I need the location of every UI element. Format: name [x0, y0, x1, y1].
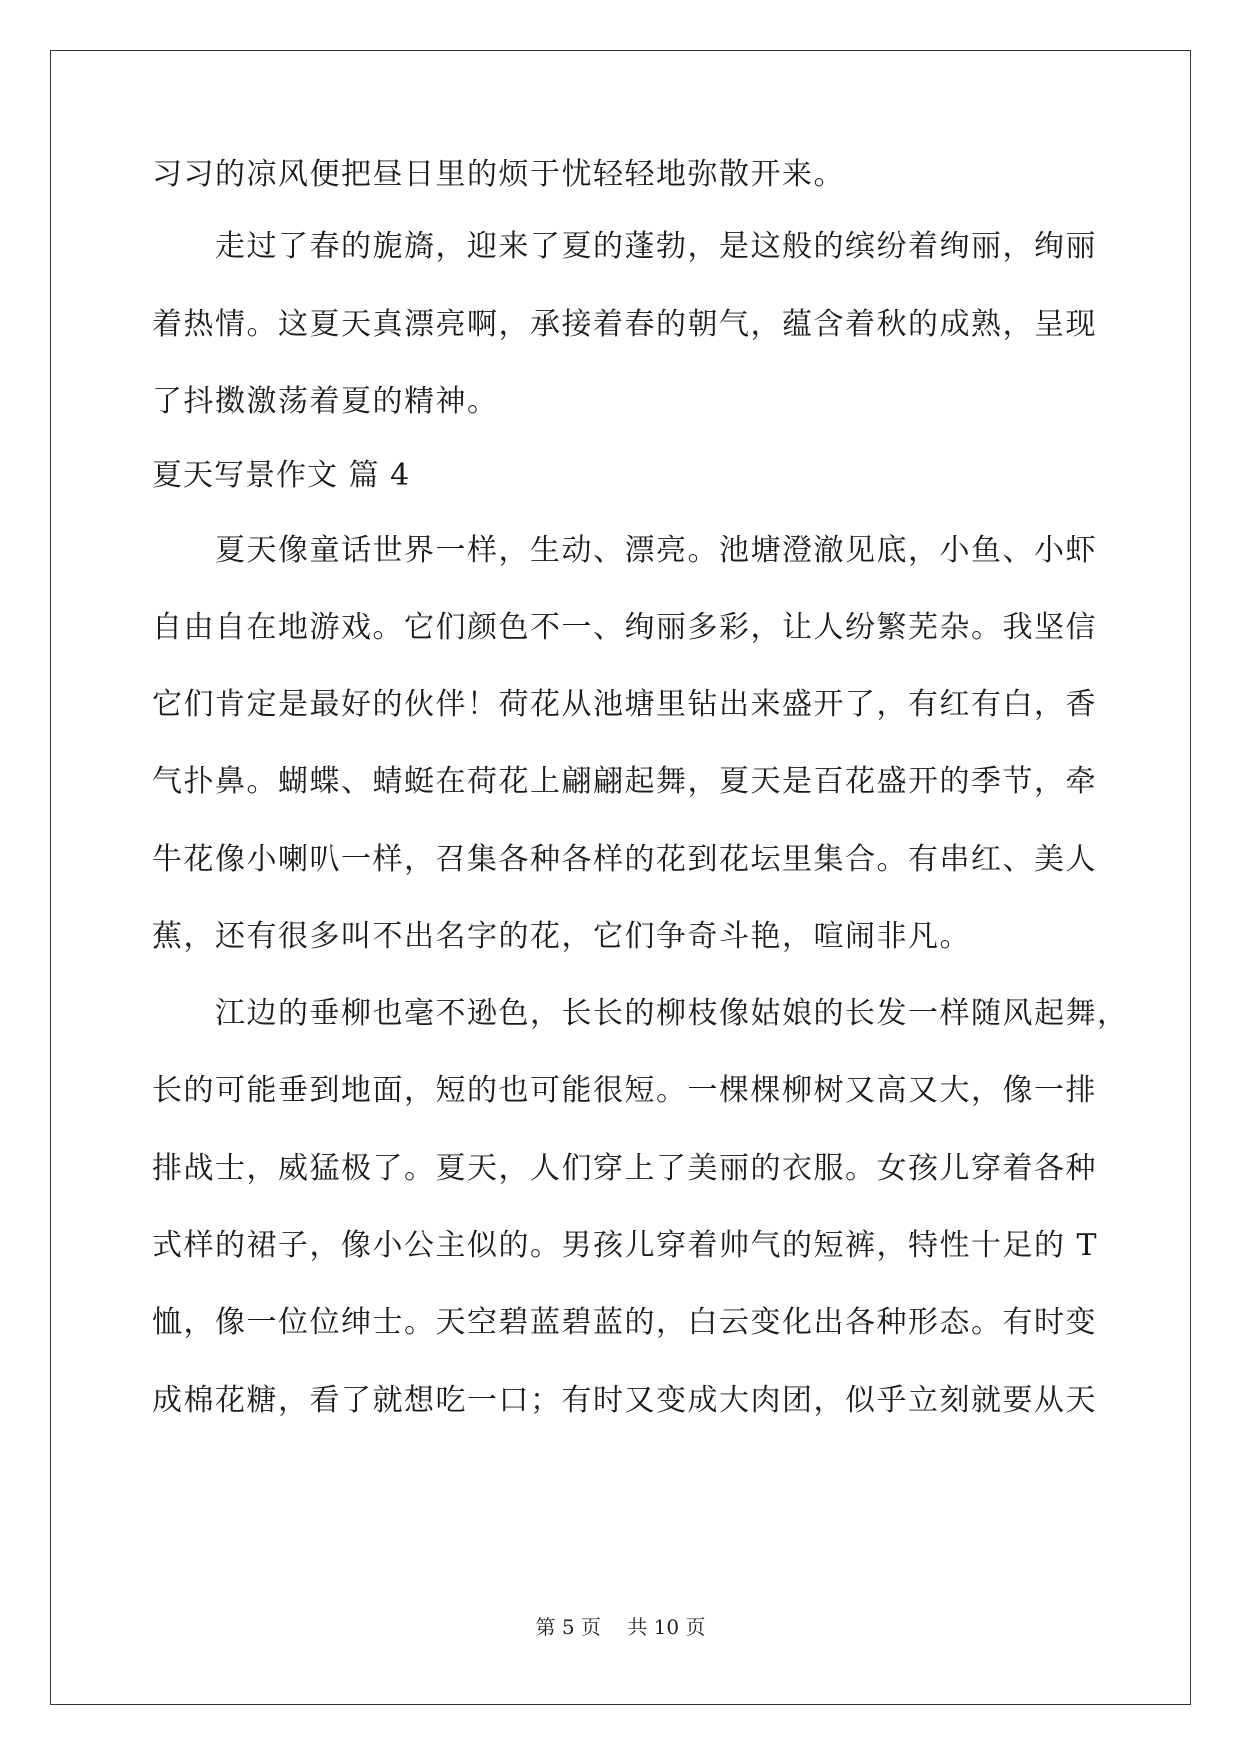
section-heading: 夏天写景作文 篇 4	[152, 458, 411, 493]
total-pages: 共 10 页	[627, 1615, 706, 1639]
text-line: 排战士，威猛极了。夏天，人们穿上了美丽的衣服。女孩儿穿着各种	[152, 1151, 1097, 1186]
text-line: 恤，像一位位绅士。天空碧蓝碧蓝的，白云变化出各种形态。有时变	[152, 1305, 1097, 1340]
text-line: 式样的裙子，像小公主似的。男孩儿穿着帅气的短裤，特性十足的 T	[152, 1228, 1099, 1263]
text-line: 它们肯定是最好的伙伴！荷花从池塘里钻出来盛开了，有红有白，香	[152, 687, 1097, 722]
page-number: 第 5 页	[535, 1615, 601, 1639]
text-line: 气扑鼻。蝴蝶、蜻蜓在荷花上翩翩起舞，夏天是百花盛开的季节，牵	[152, 764, 1097, 799]
text-line: 牛花像小喇叭一样，召集各种各样的花到花坛里集合。有串红、美人	[152, 842, 1097, 877]
text-line: 了抖擞激荡着夏的精神。	[152, 384, 499, 419]
text-line: 蕉，还有很多叫不出名字的花，它们争奇斗艳，喧闹非凡。	[152, 919, 971, 954]
text-line: 着热情。这夏天真漂亮啊，承接着春的朝气，蕴含着秋的成熟，呈现	[152, 307, 1097, 342]
text-line: 习习的凉风便把昼日里的烦于忧轻轻地弥散开来。	[152, 157, 845, 192]
page-footer	[0, 1614, 1241, 1640]
text-line: 走过了春的旎旖，迎来了夏的蓬勃，是这般的缤纷着绚丽，绚丽	[152, 229, 1097, 264]
text-line: 自由自在地游戏。它们颜色不一、绚丽多彩，让人纷繁芜杂。我坚信	[152, 610, 1097, 645]
text-line: 夏天像童话世界一样，生动、漂亮。池塘澄澈见底，小鱼、小虾	[152, 533, 1097, 568]
text-line: 江边的垂柳也毫不逊色，长长的柳枝像姑娘的长发一样随风起舞，	[152, 996, 1129, 1031]
text-line: 长的可能垂到地面，短的也可能很短。一棵棵柳树又高又大，像一排	[152, 1073, 1097, 1108]
text-line: 成棉花糖，看了就想吃一口；有时又变成大肉团，似乎立刻就要从天	[152, 1383, 1097, 1418]
